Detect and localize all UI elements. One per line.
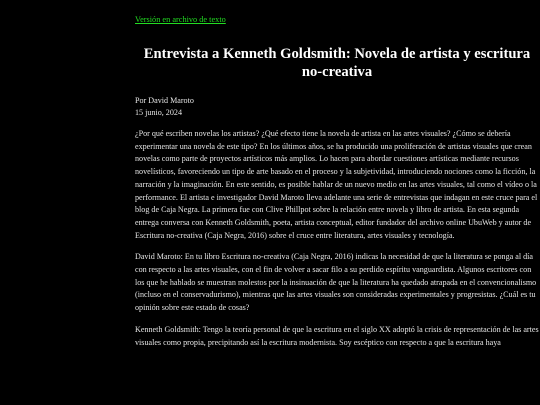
paragraph-answer: Kenneth Goldsmith: Tengo la teoría personal de que la escritura en el siglo XX adoptó la crisis de representación de las artes visuales como propia, precipitando así la escritura modernista. Soy escéptico con respecto a que la escritura haya (135, 324, 539, 347)
article-title: Entrevista a Kenneth Goldsmith: Novela de artista y escritura no-creativa (143, 46, 531, 80)
article-body (135, 128, 539, 349)
publish-date: 15 junio, 2024 (135, 107, 182, 117)
author: Por David Maroto (135, 96, 194, 105)
paragraph-intro: ¿Por qué escriben novelas los artistas? ¿Qué efecto tiene la novela de artista en las artes visuales? ¿Cómo se debería experimentar una novela de este tipo? En los últimos años, se ha producido una proliferación de artistas visuales que crean novelas como parte de proyectos artísticos más amplios. Lo hacen para abordar cuestiones artísticas mediante recursos novelísticos, favoreciendo un tipo de arte basado en el proceso y la subjetividad, introduciendo nociones como la ficción, la narración y la imaginación. En este sentido, es posible hablar de un nuevo medio en las artes visuales, tal como el vídeo o la performance. El artista e investigador David Maroto lleva adelante una serie de entrevistas que indagan en este cruce para el blog de Caja Negra. La primera fue con Clive Phillpot sobre la relación entre novela y libro de artista. En esta segunda entrega conversa con Kenneth Goldsmith, poeta, artista conceptual, editor fundador del archivo online UbuWeb y autor de Escritura no-creativa (Caja Negra, 2016) sobre el cruce entre literatura, artes visuales y tecnología. (135, 129, 538, 240)
paragraph-question: David Maroto: En tu libro Escritura no-creativa (Caja Negra, 2016) indicas la necesidad de que la literatura se ponga al día con respecto a las artes visuales, con el fin de volver a sacar filo a su perdido espíritu vanguardista. Algunos escritores con los que he hablado se muestran molestos por la insinuación de que la literatura ha quedado atrapada en el convencionalismo (incluso en el conservadurismo), mientras que las artes visuales son consideradas experimentales y progresistas. ¿Cuál es tu opinión sobre este estado de cosas? (135, 252, 537, 313)
page-content (135, 0, 539, 349)
text-version-link[interactable]: Versión en archivo de texto (135, 15, 226, 24)
byline (135, 95, 539, 118)
